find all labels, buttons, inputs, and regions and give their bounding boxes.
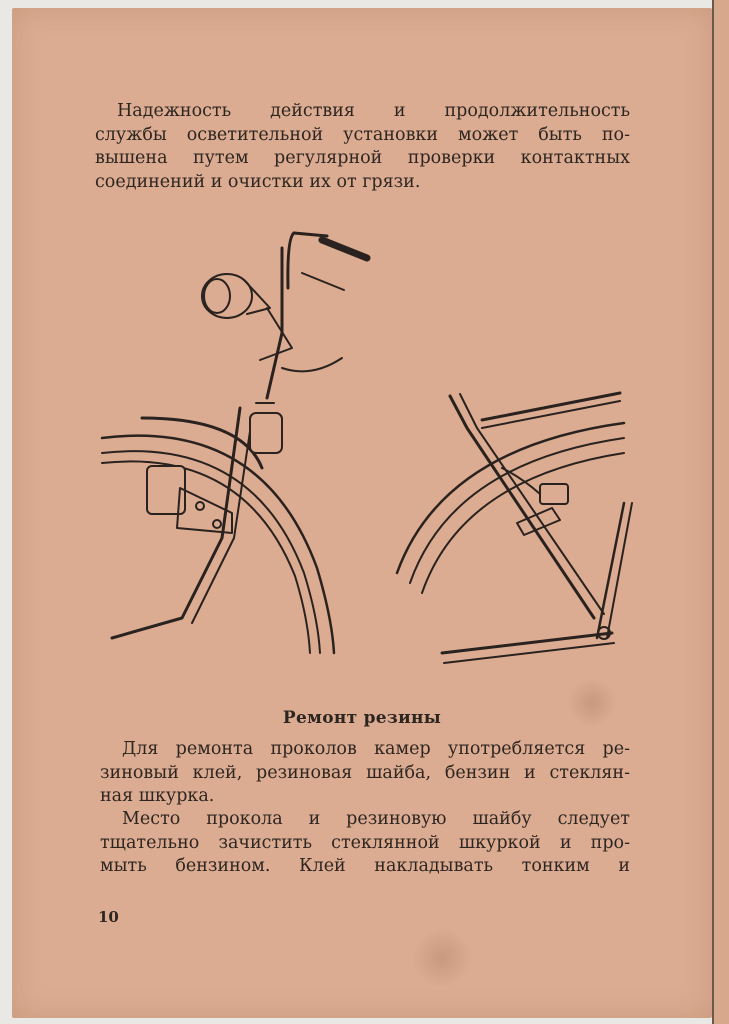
- text-line: соединений и очистки их от грязи.: [95, 171, 421, 192]
- text-line: вышена путем регулярной проверки контактных: [95, 148, 630, 168]
- text-line: Надежность действия и продолжительность: [117, 101, 630, 121]
- front-wheel-drawing: [102, 233, 367, 653]
- section-heading: Ремонт резины: [282, 708, 442, 728]
- bicycle-lighting-illustration: [12, 8, 712, 688]
- text-line: службы осветительной установки может быть по-: [95, 124, 630, 145]
- paper-stain: [412, 928, 472, 988]
- text-line: ная шкурка.: [100, 786, 215, 806]
- booklet-page: [12, 8, 712, 1018]
- rear-wheel-drawing: [397, 393, 632, 663]
- text-line: мыть бензином. Клей накладывать тонким и: [100, 856, 630, 876]
- page-number: 10: [98, 908, 119, 926]
- text-line: Для ремонта проколов камер употребляется ре-: [122, 739, 630, 759]
- text-line: зиновый клей, резиновая шайба, бензин и стеклян-: [100, 762, 630, 783]
- adjacent-page-edge: [712, 0, 729, 1024]
- repair-paragraph-2: [100, 808, 630, 879]
- repair-paragraph-1: [100, 738, 630, 809]
- text-line: Место прокола и резиновую шайбу следует: [122, 809, 630, 829]
- text-line: тщательно зачистить стеклянной шкуркой и про-: [100, 832, 630, 853]
